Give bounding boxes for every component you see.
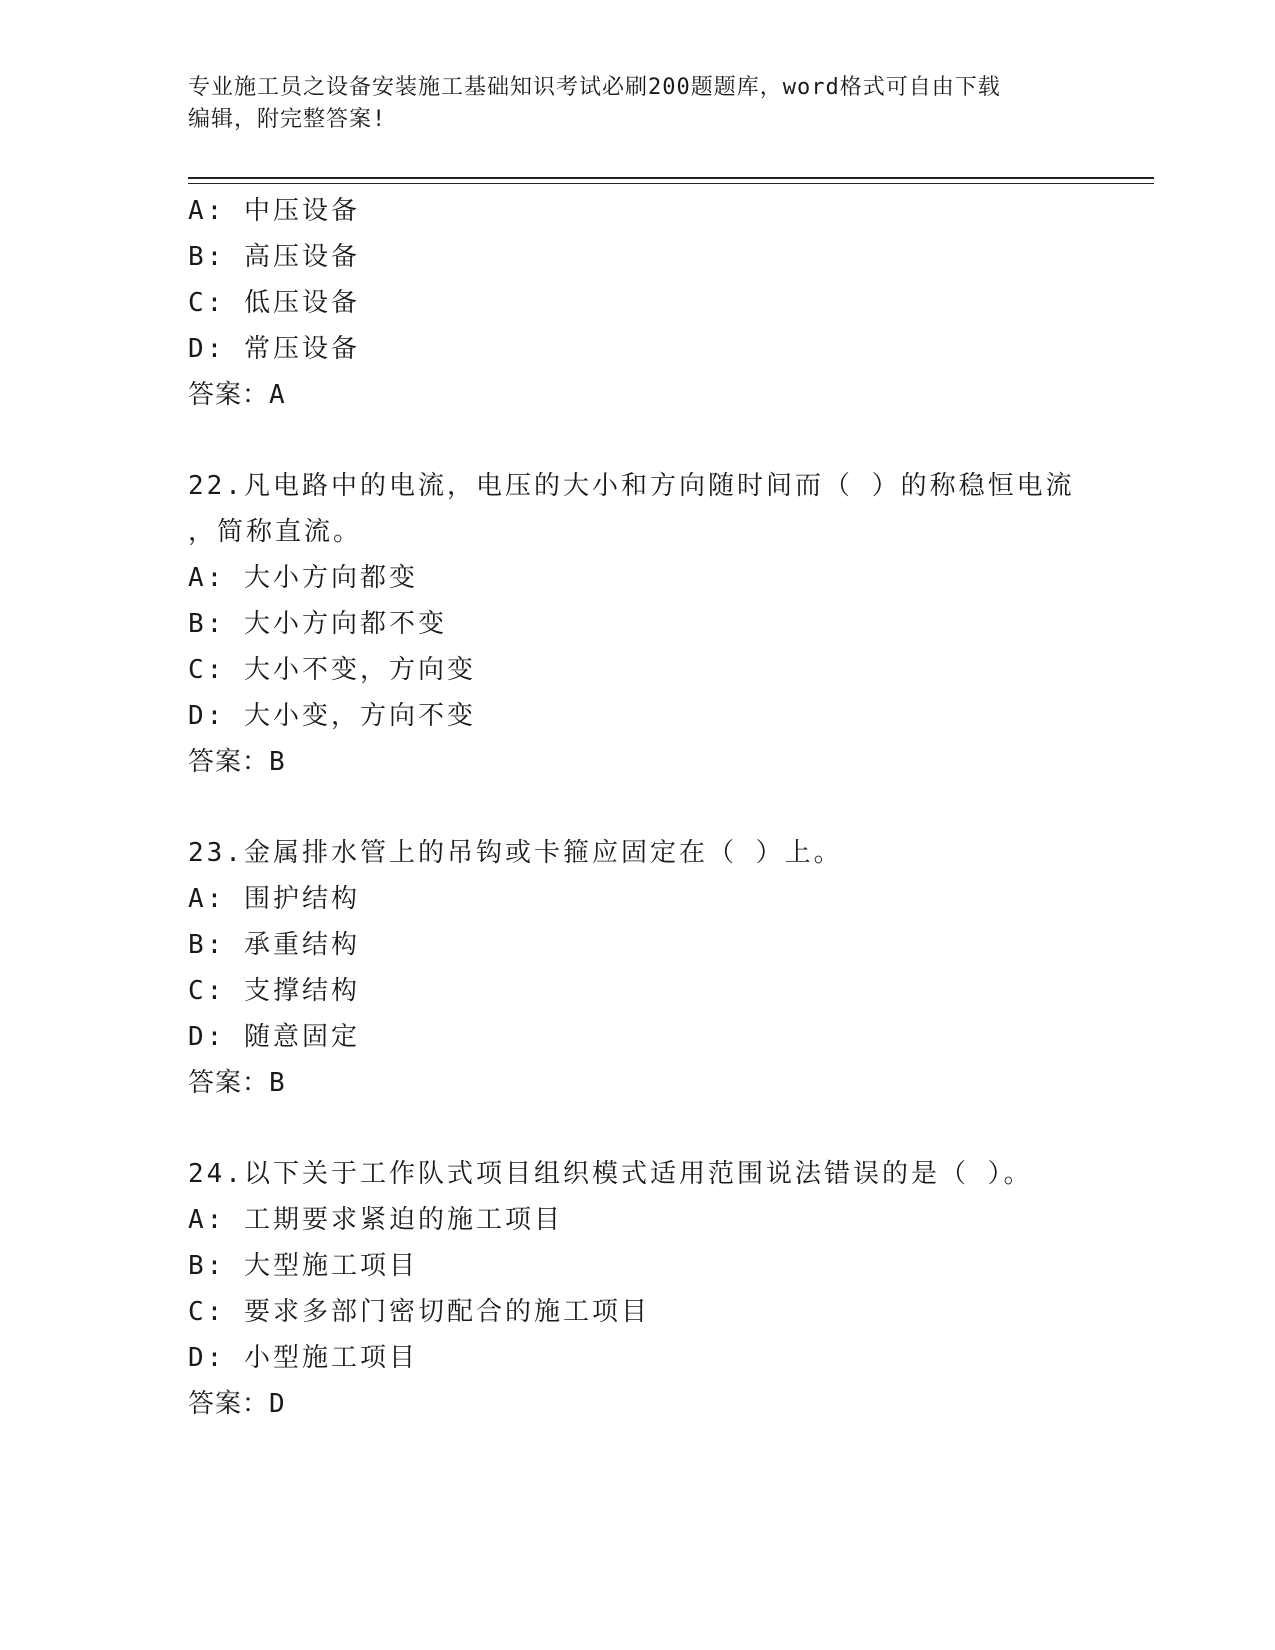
- option-b: B: 大型施工项目: [188, 1251, 418, 1281]
- header-title-line-2: 编辑，附完整答案!: [188, 107, 387, 132]
- answer-line: 答案：D: [188, 1389, 286, 1419]
- option-a: A: 大小方向都变: [188, 563, 418, 593]
- answer-line: 答案：A: [188, 380, 286, 410]
- question-21-continued: [188, 188, 1108, 418]
- question-stem: 22.凡电路中的电流，电压的大小和方向随时间而（ ）的称稳恒电流: [188, 471, 1075, 501]
- option-c: C: 要求多部门密切配合的施工项目: [188, 1297, 650, 1327]
- question-stem: 23.金属排水管上的吊钩或卡箍应固定在（ ）上。: [188, 838, 843, 868]
- question-stem-continued: ，简称直流。: [188, 517, 363, 547]
- answer-line: 答案：B: [188, 1068, 286, 1098]
- option-b: B: 大小方向都不变: [188, 609, 447, 639]
- option-d: D: 常压设备: [188, 334, 360, 364]
- option-a: A: 中压设备: [188, 196, 360, 226]
- option-c: C: 支撑结构: [188, 976, 360, 1006]
- question-22: [188, 463, 1108, 785]
- option-d: D: 大小变，方向不变: [188, 701, 476, 731]
- option-d: D: 随意固定: [188, 1022, 360, 1052]
- option-c: C: 低压设备: [188, 288, 360, 318]
- option-b: B: 承重结构: [188, 930, 360, 960]
- header-title-line-1: 专业施工员之设备安装施工基础知识考试必刷200题题库，word格式可自由下载: [188, 75, 1001, 100]
- answer-line: 答案：B: [188, 747, 286, 777]
- document-header: [188, 72, 1068, 136]
- option-c: C: 大小不变，方向变: [188, 655, 476, 685]
- header-divider-thick: [188, 177, 1154, 179]
- option-a: A: 工期要求紧迫的施工项目: [188, 1205, 563, 1235]
- option-d: D: 小型施工项目: [188, 1343, 418, 1373]
- header-divider-thin: [188, 183, 1154, 184]
- question-list: [188, 188, 1108, 1427]
- question-stem: 24.以下关于工作队式项目组织模式适用范围说法错误的是（ ）。: [188, 1159, 1033, 1189]
- option-b: B: 高压设备: [188, 242, 360, 272]
- question-23: [188, 830, 1108, 1106]
- option-a: A: 围护结构: [188, 884, 360, 914]
- question-24: [188, 1151, 1108, 1427]
